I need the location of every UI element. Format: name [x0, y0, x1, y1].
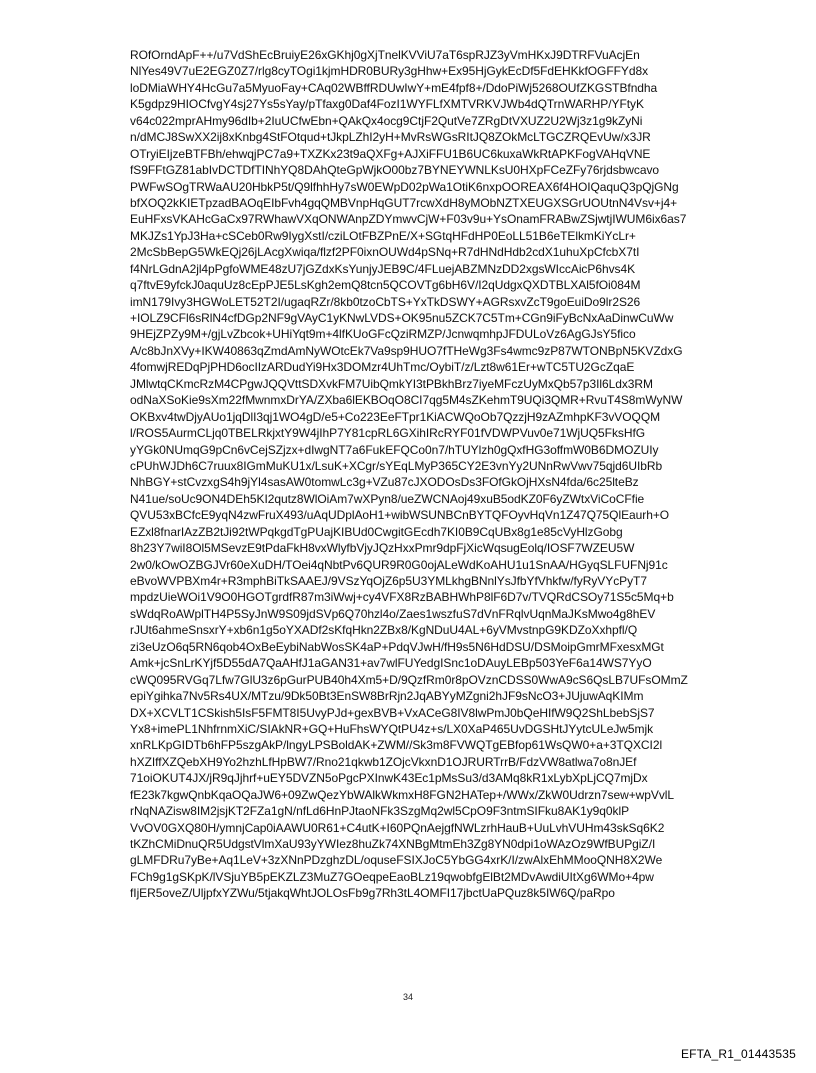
- text-line: zi3eUzO6q5RN6qob4OxBeEybiNabWosSK4aP+PdqVJwH/fH9s5N6HdDSU/DSMoipGmrMFxesxMGt: [130, 639, 664, 654]
- text-line: n/dMCJ8SwXX2ij8xKnbg4StFOtqud+tJkpLZhI2yH+MvRsWGsRItJQ8ZOkMcLTGCZRQEvUw/x3JR: [130, 130, 651, 145]
- text-line: imN179Ivy3HGWoLET52T2I/ugaqRZr/8kb0tzoCbTS+YxTkDSWY+AGRsxvZcT9goEuiDo9lr2S26: [130, 294, 641, 309]
- text-line: MKJZs1YpJ3Ha+cSCeb0Rw9IygXstI/cziLOtFBZPnE/X+SGtqHFdHP0EoLL51B6eTElkmKiYcLr+: [130, 228, 636, 243]
- text-line: A/c8bJnXVy+IKW40863qZmdAmNyWOtcEk7Va9sp9HUO7fTHeWg3Fs4wmc9zP87WTONBpN5KVZdxG: [130, 343, 683, 358]
- text-line: v64c022mprAHmy96dIb+2IuUCfwEbn+QAkQx4ocg9CtjF2QutVe7ZRgDtVXUZ2U2Wj3z1g9kZyNi: [130, 113, 643, 128]
- text-line: loDMiaWHY4HcGu7a5MyuoFay+CAq02WBffRDUwIwY+mE4fpf8+/DdoPiWj5268OUfZKGSTBfndha: [130, 80, 658, 95]
- text-line: EZxl8fnarIAzZB2tJi92tWPqkgdTgPUajKIBUd0CwgitGEcdh7KI0B9CqUBx8g1e85cVyHlzGobg: [130, 524, 623, 539]
- text-line: epiYgihka7Nv5Rs4UX/MTzu/9Dk50Bt3EnSW8BrRjn2JqABYyMZgni2hJF9sNcO3+JUjuwAqKIMm: [130, 689, 644, 704]
- text-line: Amk+jcSnLrKYjf5D55dA7QaAHfJ1aGAN31+av7wlFUYedgISnc1oDAuyLEBp503YeF6a14WS7YyO: [130, 656, 652, 671]
- text-line: 2McSbBepG5WkEQj26jLAcgXwiqa/flzf2PF0ixnOUWd4pSNq+R7dHNdHdb2cdX1uhuXpCfcbX7tI: [130, 245, 640, 260]
- text-line: cWQ095RVGq7Lfw7GlU3z6pGurPUB40h4Xm5+D/9QzfRm0r8pOVznCDSS0WwA9cS6QsLB7UFsOMmZ: [130, 672, 688, 687]
- text-line: xnRLKpGIDTb6hFP5szgAkP/lngyLPSBoldAK+ZWM//Sk3m8FVWQTgEBfop61WsQW0+a+3TQXCI2l: [130, 738, 663, 753]
- document-id-stamp: EFTA_R1_01443535: [680, 1047, 796, 1061]
- page-number: 34: [402, 992, 413, 1002]
- text-line: cPUhWJDh6C7ruux8IGmMuKU1x/LsuK+XCgr/sYEqLMyP365CY2E3vnYy2UNnRwVwv75qjd6UIbRb: [130, 458, 663, 473]
- text-line: gLMFDRu7yBe+Aq1LeV+3zXNnPDzghzDL/oquseFSIXJoC5YbGG4xrK/I/zwAlxEhMMooQNH8X2We: [130, 853, 663, 868]
- text-line: sWdqRoAWplTH4P5SyJnW9S09jdSVp6Q70hzl4o/Zaes1wszfuS7dVnFRqlvUqnMaJKsMwo4g8hEV: [130, 606, 656, 621]
- text-line: N41ue/soUc9ON4DEh5KI2qutz8WlOiAm7wXPyn8/ueZWCNAoj49xuB5odKZ0F6yZWtxViCoCFfie: [130, 491, 645, 506]
- text-line: +IOLZ9CFl6sRlN4cfDGp2NF9gVAyC1yKNwLVDS+OK95nu5ZCK7C5Tm+CGn9iFyBcNxAaDinwCuWw: [130, 311, 674, 325]
- text-line: tKZhCMiDnuQR5UdgstVlmXaU93yYWIez8huZk74XNBgMtmEh3Zg8YN0dpi1oWAzOz9WfBUPgiZ/I: [130, 837, 656, 851]
- text-line: yYGk0NUmqG9pCn6vCejSZjzx+dIwgNT7a6FukEFQCo0n7/hTUYlzh0gQxfHG3offmW0B6DMOZUIy: [130, 442, 659, 457]
- text-line: q7ftvE9yfckJ0aquUz8cEpPJE5LsKgh2emQ8tcn5QCOVTg6bH6V/I2qUdgxQXDTBLXAl5fOi084M: [130, 278, 641, 293]
- encoded-text-block: [130, 47, 720, 902]
- text-line: eBvoWVPBXm4r+R3mphBiTkSAAEJ/9VSzYqOjZ6p5U3YMLkhgBNnlYsJfbYfVhkfw/fyRyVYcPyT7: [130, 574, 647, 588]
- text-line: QVU53xBCfcE9yqN4zwFruX493/uAqUDplAoH1+wibWSUNBCnBYTQFOyvHqVn1Z47Q75QlEaurh+O: [130, 508, 670, 523]
- text-line: f4NrLGdnA2jl4pPgfoWME48zU7jGZdxKsYunjyJEB9C/4FLuejABZMNzDD2xgsWIccAicP6hvs4K: [130, 261, 636, 276]
- text-line: JMlwtqCKmcRzM4CPgwJQQVttSDXvkFM7UibQmkYI3tPBkhBrz7iyeMFczUyMxQb57p3Il6Ldx3RM: [130, 376, 653, 391]
- text-line: 4fomwjREDqPjPHD6ocIIzARDudYi9Hx3DOMzr4UhTmc/OybiT/z/Lzt8w61Er+wTC5TU2GcZqaE: [130, 360, 635, 375]
- text-line: hXZIffXZQebXH9Yo2hzhLfHpBW7/Rno21qkwb1ZOjcVkxnD1OJRURTrrB/FdzVW8atlwa7o8nJEf: [130, 754, 637, 769]
- text-line: fIjER5oveZ/UljpfxYZWu/5tjakqWhtJOLOsFb9g7Rh3tL4OMFI17jbctUaPQuz8k5IW6Q/paRpo: [130, 886, 615, 901]
- text-line: ROfOrndApF++/u7VdShEcBruiyE26xGKhj0gXjTnelKVViU7aT6spRJZ3yVmHKxJ9DTRFVuAcjEn: [130, 48, 640, 62]
- text-line: 71oiOKUT4JX/jR9qJjhrf+uEY5DVZN5oPgcPXInwK43Ec1pMsSu3/d3AMq8kR1xLybXpLjCQ7mjDx: [130, 771, 648, 786]
- text-line: Yx8+imePL1NhfrnmXiC/SIAkNR+GQ+HuFhsWYQtPU4z+s/LX0XaP465UvDGSHtJYytcULeJw5mjk: [130, 721, 654, 736]
- text-line: fE23k7kgwQnbKqaOQaJW6+09ZwQezYbWAlkWkmxH8FGN2HATep+/WWx/ZkW0Udrzn7sew+wpVvlL: [130, 787, 675, 802]
- text-line: bfXOQ2kKIETpzadBAOqEIbFvh4gqQMBVnpHqGUT7rcwXdH8yMObNZTXEUGXSGrUOUtnN4Vsv+j4+: [130, 195, 678, 210]
- text-line: K5gdpz9HIOCfvgY4sj27Ys5sYay/pTfaxg0Daf4FozI1WYFLfXMTVRKVJWb4dQTrnWARHP/YFtyK: [130, 97, 644, 112]
- text-line: l/ROS5AurmCLjq0TBELRkjxtY9W4jIhP7Y81cpRL6GXihIRcRYF01fVDWPVuv0e71WjUQ5FksHfG: [130, 426, 646, 441]
- text-line: 2w0/kOwOZBGJVr60eXuDH/TOei4qNbtPv6QUR9R0G0ojALeWdKoAHU1u1SnAA/HGyqSLFUFNj91c: [130, 557, 668, 572]
- text-line: VvOV0GXQ80H/ymnjCap0iAAWU0R61+C4utK+I60PQnAejgfNWLzrhHauB+UuLvhVUHm43skSq6K2: [130, 820, 665, 835]
- text-line: EuHFxsVKAHcGaCx97RWhawVXqONWAnpZDYmwvCjW+F03v9u+YsOnamFRABwZSjwtjIWUM6ix6as7: [130, 212, 687, 227]
- text-line: OKBxv4twDjyAUo1jqDlI3qj1WO4gD/e5+Co223EeFTpr1KiACWQoOb7QzzjH9zAZmhpKF3vVOQQM: [130, 409, 661, 424]
- text-line: FCh9g1gSKpK/lVSjuYB5pEKZLZ3MuZ7GOeqpeEaoBLz19qwobfgElBt2MDvAwdiUItXg6WMo+4pw: [130, 869, 654, 884]
- text-line: NhBGY+stCvzxgS4h9jYl4sasAW0tomwLc3g+VZu87cJXODOsDs3FOfGkOjHXsN4fda/6c25lteBz: [130, 475, 639, 490]
- text-line: mpdzUieWOi1V9O0HGOTgrdfR87m3iWwj+cy4VFX8RzBABHWhP8lF6D7v/TVQRdCSOy71S5c5Mq+b: [130, 590, 674, 605]
- text-line: PWFwSOgTRWaAU20HbkP5t/Q9lfhhHy7sW0EWpD02pWa1OtiK6nxpOOREAX6f4HOIQaquQ3pQjGNg: [130, 179, 679, 194]
- text-line: 9HEjZPZy9M+/gjLvZbcok+UHiYqt9m+4lfKUoGFcQziRMZP/JcnwqmhpJFDULoVz6AgGJsY5fico: [130, 327, 636, 342]
- text-line: rNqNAZisw8IM2jsjKT2FZa1gN/nfLd6HnPJtaoNFk3SzgMq2wl5CpO9F3ntmSIFku8AK1y9q0klP: [130, 804, 630, 819]
- text-line: DX+XCVLT1CSkish5IsF5FMT8I5UvyPJd+gexBVB+VxACeG8IV8lwPmJ0bQeHIfW9Q2ShLbebSjS7: [130, 705, 655, 720]
- text-line: NlYes49V7uE2EGZ0Z7/rlg8cyTOgi1kjmHDR0BURy3gHhw+Ex95HjGykEcDf5FdEHKkfOGFFYd8x: [130, 64, 649, 79]
- text-line: 8h23Y7wiI8Ol5MSevzE9tPdaFkH8vxWlyfbVjyJQzHxxPmr9dpFjXicWqsugEolq/IOSF7WZEU5W: [130, 541, 635, 556]
- text-line: rJUt6ahmeSnsxrY+xb6n1g5oYXADf2sKfqHkn2ZBx8/KgNDuU4AL+6yVMvstnpG9KDZoXxhpfl/Q: [130, 623, 638, 638]
- text-line: odNaXSoKie9sXm22fMwnmxDrYA/ZXba6lEKBOqO8CI7qg5M4sZKehmT9UQi3QMR+RvuT4S8mWyNW: [130, 393, 683, 408]
- text-line: OTryiEIjzeBTFBh/ehwqjPC7a9+TXZKx23t9aQXFg+AJXiFFU1B6UC6kuxaWkRtAPKFogVAHqVNE: [130, 146, 651, 161]
- text-line: fS9FFtGZ81abIvDCTDfTINhYQ8DAhQteGpWjkO00bz7BYNEYWNLKsU0HXpFCeZFy76rjdsbwcavo: [130, 163, 660, 178]
